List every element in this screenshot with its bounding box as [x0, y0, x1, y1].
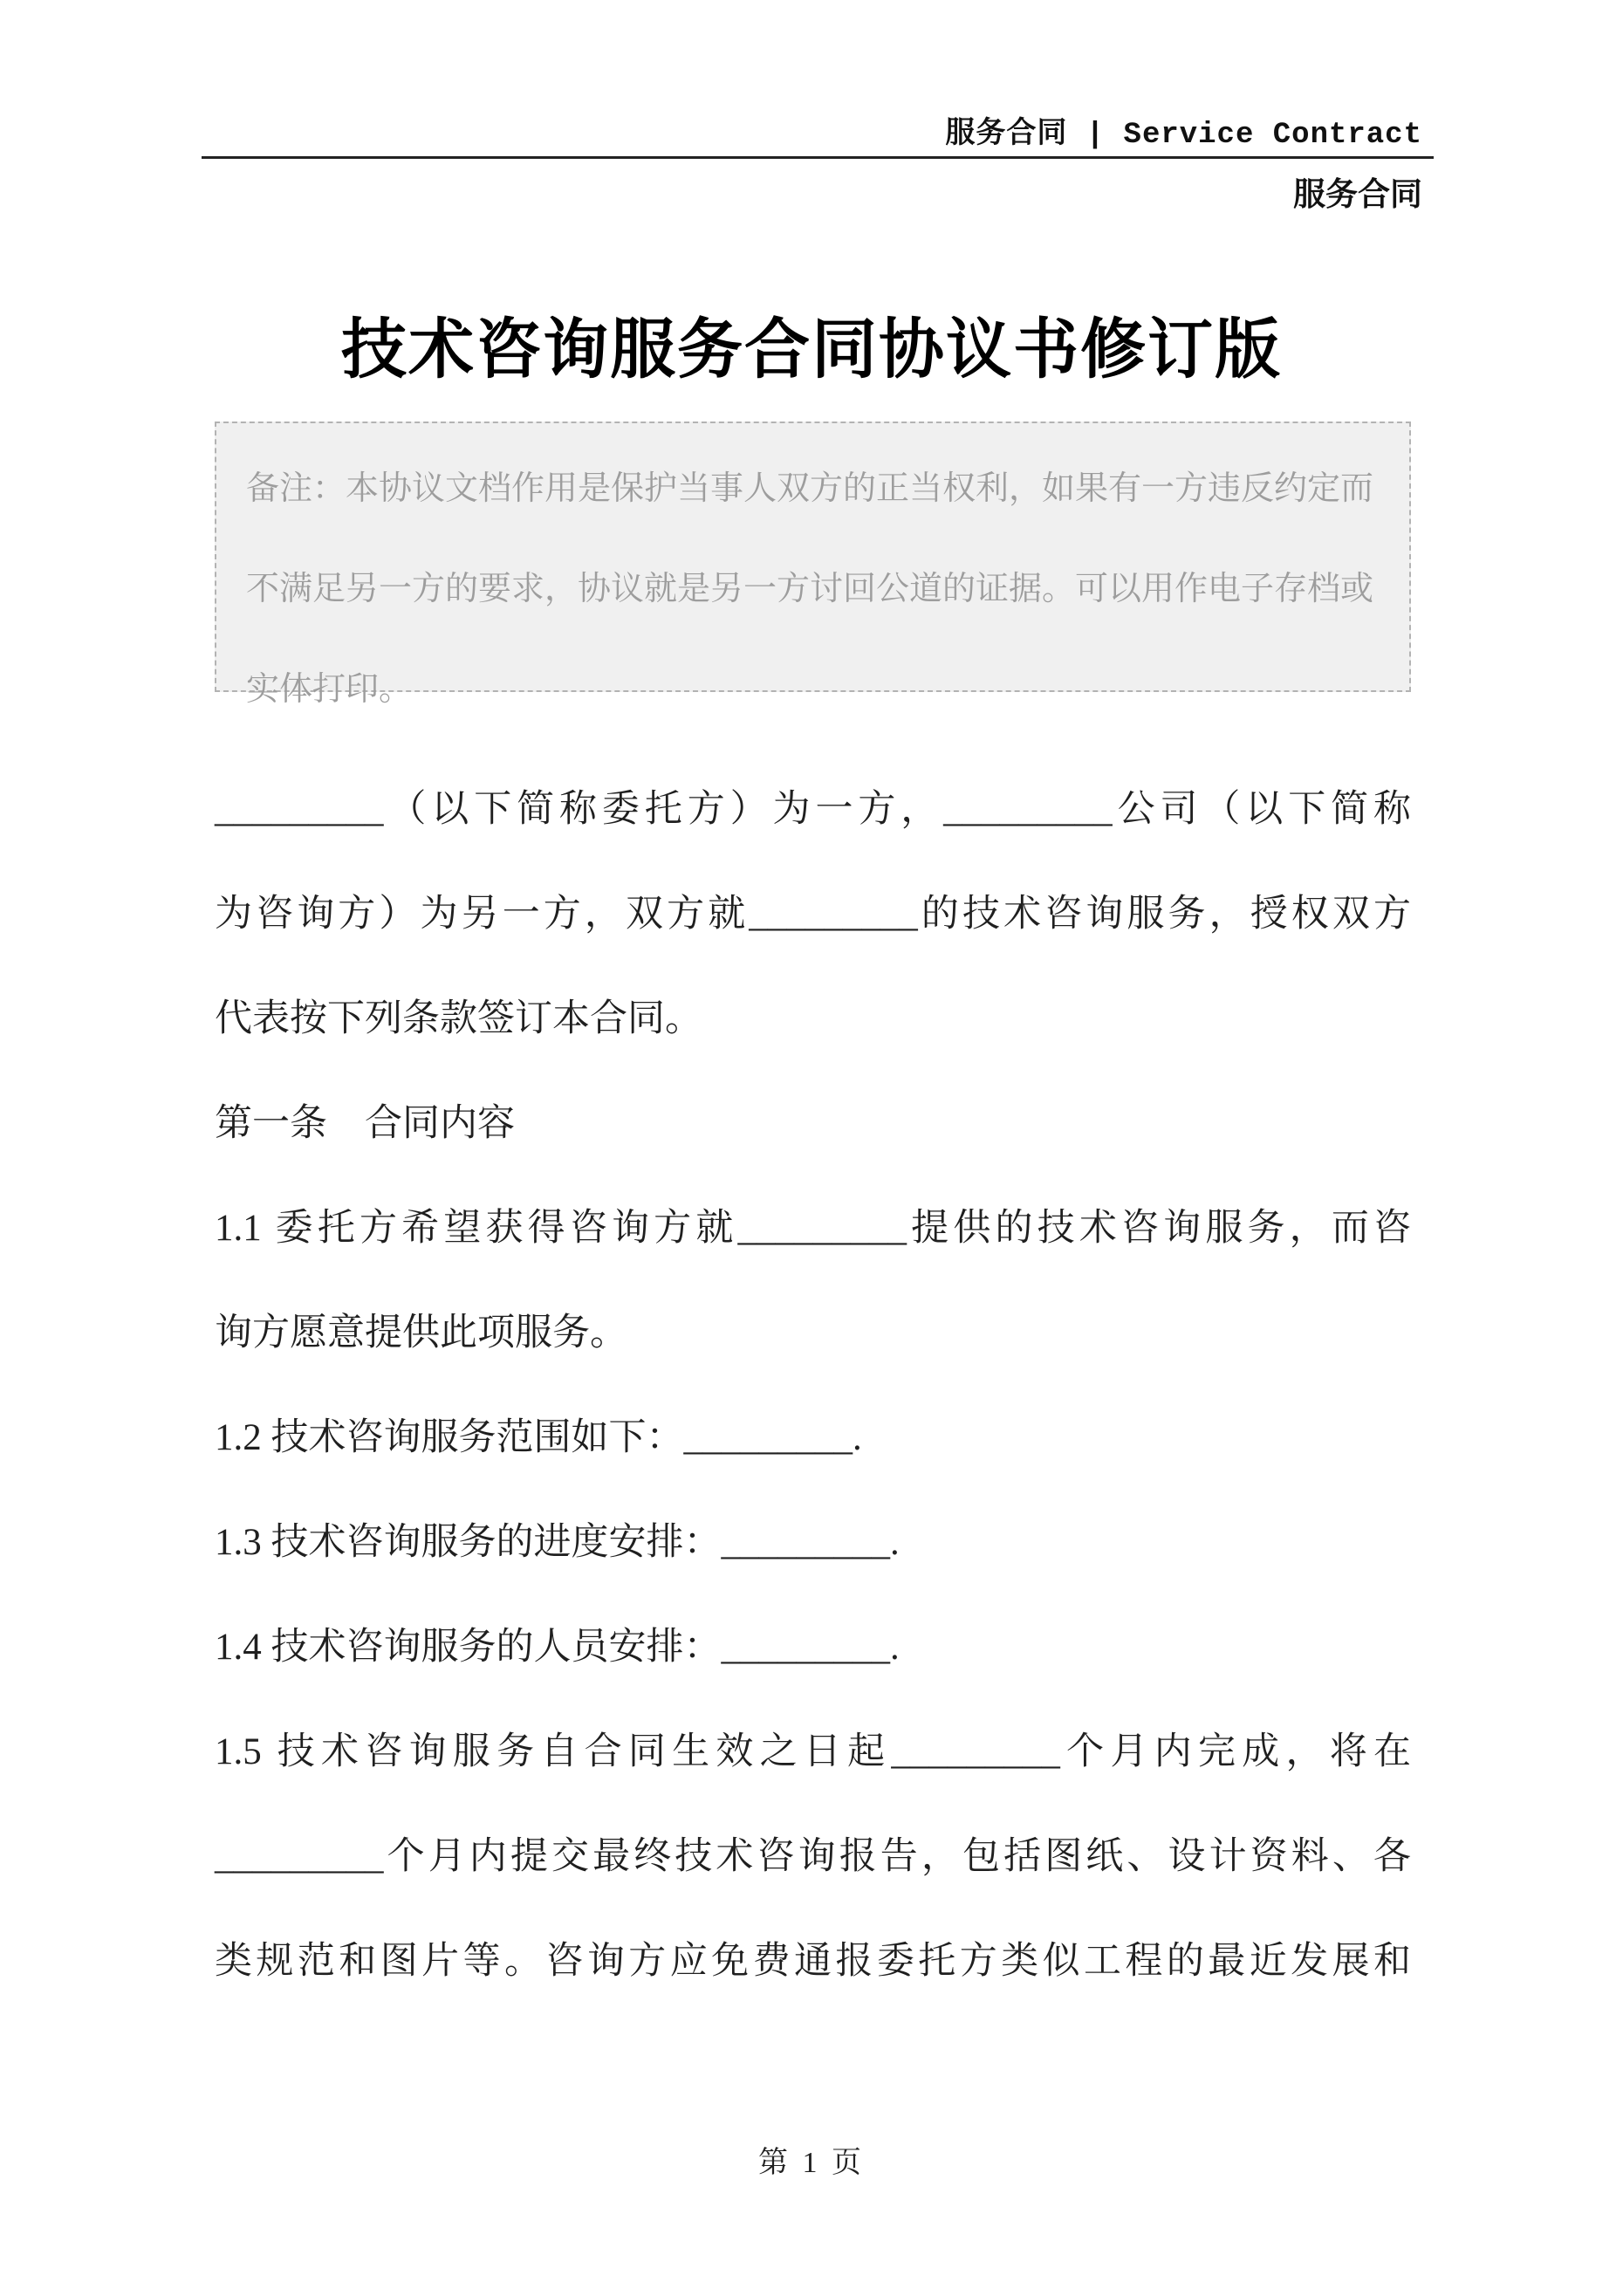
body-line: 询方愿意提供此项服务。 — [215, 1312, 627, 1354]
body-line: _________（以下简称委托方）为一方，_________公司（以下简称 — [215, 789, 1411, 830]
body-line: 1.2 技术咨询服务范围如下：_________. — [215, 1417, 862, 1458]
body-line: _________个月内提交最终技术咨询报告，包括图纸、设计资料、各 — [215, 1836, 1411, 1877]
body-line: 类规范和图片等。咨询方应免费通报委托方类似工程的最近发展和 — [215, 1941, 1411, 1982]
note-line: 不满足另一方的要求，协议就是另一方讨回公道的证据。可以用作电子存档或 — [246, 571, 1374, 607]
note-line: 实体打印。 — [246, 671, 413, 708]
header-label: 服务合同 | Service Contract — [945, 119, 1422, 152]
body-line: 1.3 技术咨询服务的进度安排：_________. — [215, 1522, 900, 1563]
body-line: 1.5 技术咨询服务自合同生效之日起_________个月内完成，将在 — [215, 1731, 1411, 1772]
body-line: 代表按下列条款签订本合同。 — [215, 998, 702, 1039]
body-line: 为咨询方）为另一方，双方就_________的技术咨询服务，授权双方 — [215, 894, 1411, 935]
body-line: 1.1 委托方希望获得咨询方就_________提供的技术咨询服务，而咨 — [215, 1208, 1411, 1249]
page-number: 第 1 页 — [758, 2147, 865, 2179]
note-line: 备注：本协议文档作用是保护当事人双方的正当权利，如果有一方违反约定而 — [246, 470, 1374, 507]
body-line: 1.4 技术咨询服务的人员安排：_________. — [215, 1627, 900, 1668]
document-title: 技术咨询服务合同协议书修订版 — [340, 312, 1282, 386]
section-heading-line: 第一条 合同内容 — [215, 1103, 515, 1144]
contract-body — [215, 757, 1411, 2014]
header-rule — [202, 156, 1434, 159]
header-subtitle: 服务合同 — [1293, 176, 1422, 212]
note-box — [215, 422, 1411, 708]
